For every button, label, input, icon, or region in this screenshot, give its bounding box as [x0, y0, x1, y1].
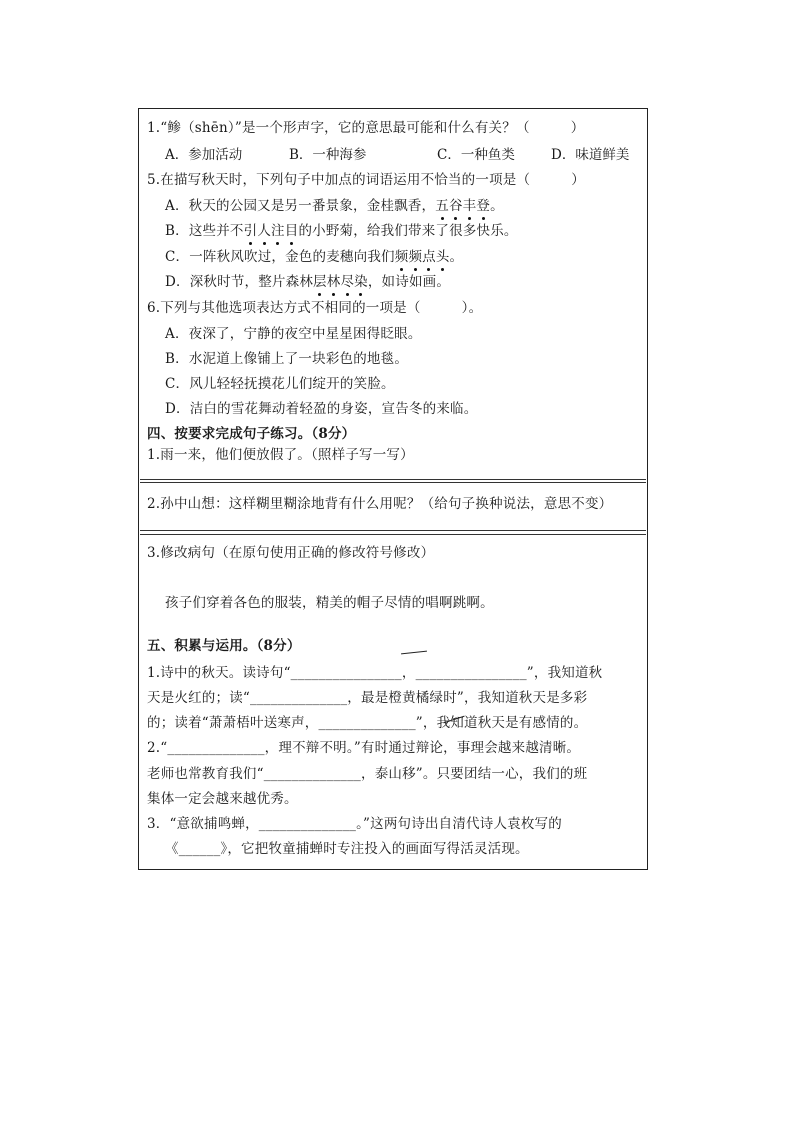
dotted-char: 林: [326, 274, 341, 290]
dotted-char: 头: [435, 249, 450, 265]
answer-line: [140, 479, 646, 483]
q5-c-end: 。: [449, 249, 464, 265]
section-5-title: 五、积累与运用。（8分）: [147, 638, 301, 654]
sec4-q3: 3.修改病句（在原句使用正确的修改符号修改）: [147, 545, 435, 561]
sec5-line-3: 的；读着“萧萧梧叶送寒声，______________”，我知道秋天是有感情的。: [147, 715, 588, 731]
dotted-char: 人: [257, 223, 272, 239]
sec5-line-1: 1.诗中的秋天。读诗句“________________，________________”，我知道秋: [147, 665, 603, 681]
q6-stem: 6.下列与其他选项表达方式不相同的一项是（ ）。: [147, 300, 483, 316]
dotted-char: 点: [422, 249, 436, 265]
q4-stem: 1.“鲹（shēn）”是一个形声字，它的意思最可能和什么有关？（ ）: [147, 120, 585, 136]
sec4-q3-sentence: 孩子们穿着各色的服装，精美的帽子尽情的唱啊跳啊。: [165, 595, 494, 611]
dotted-char: 注: [271, 223, 285, 239]
dotted-char: 层: [313, 274, 327, 290]
dotted-char: 引: [243, 223, 258, 239]
dotted-char: 目: [284, 223, 299, 239]
dotted-char: 频: [408, 249, 423, 265]
section-4-title: 四、按要求完成句子练习。（8分）: [147, 426, 356, 442]
q6-option-d: D．洁白的雪花舞动着轻盈的身姿，宣告冬的来临。: [165, 401, 478, 417]
q4-option-d: D．味道鲜美: [551, 147, 630, 163]
q4-option-c: C．一种鱼类: [437, 147, 515, 163]
q5-stem: 5.在描写秋天时，下列句子中加点的词语运用不恰当的一项是（ ）: [147, 172, 585, 188]
q4-option-b: B．一种海参: [289, 147, 367, 163]
sec5-line-7: 3．“意欲捕鸣蝉，______________。”这两句诗出自清代诗人袁枚写的: [147, 816, 562, 832]
dotted-char: 频: [394, 249, 409, 265]
sec5-line-6: 集体一定会越来越优秀。: [147, 791, 298, 807]
sec5-line-4: 2.“______________，理不辩不明。”有时通过辩论，事理会越来越清晰。: [147, 740, 581, 756]
sec5-line-5: 老师也常教育我们“______________，泰山移”。只要团结一心，我们的班: [147, 766, 588, 782]
sec5-line-8: 《______》，它把牧童捕蝉时专注投入的画面写得活灵活现。: [165, 841, 529, 857]
q5-option-d: [165, 273, 450, 291]
q6-option-b: B．水泥道上像铺上了一块彩色的地毯。: [165, 351, 409, 367]
q5-option-b: [165, 222, 518, 240]
dotted-char: 尽: [340, 274, 355, 290]
q6-option-c: C．风儿轻轻抚摸花儿们绽开的笑脸。: [165, 376, 395, 392]
q5-a-end: 。: [490, 198, 504, 214]
q4-option-a: A．参加活动: [165, 147, 243, 163]
q5-d-end: ，如诗如画。: [367, 274, 451, 290]
q6-option-a: A．夜深了，宁静的夜空中星星困得眨眼。: [165, 326, 422, 342]
sec5-line-2: 天是火红的；读“______________，最是橙黄橘绿时”，我知道秋天是多彩: [147, 690, 588, 706]
dotted-char: 登: [476, 198, 491, 214]
q5-b-end: 的小野菊，给我们带来了很多快乐。: [298, 223, 518, 239]
q5-option-a: [165, 197, 504, 215]
q5-b-text: B．这些并不: [165, 223, 244, 239]
dotted-char: 五: [435, 198, 449, 214]
dotted-char: 谷: [448, 198, 463, 214]
q5-option-c: [165, 248, 463, 266]
answer-line: [140, 530, 646, 531]
dotted-char: 染: [354, 274, 368, 290]
answer-line: [140, 534, 646, 535]
q5-d-text: D．深秋时节，整片森林: [165, 274, 314, 290]
exam-sheet: [138, 108, 648, 870]
sec4-q1: 1.雨一来，他们便放假了。（照样子写一写）: [147, 447, 414, 463]
pen-mark: [401, 651, 427, 655]
q5-a-text: A．秋天的公园又是另一番景象，金桂飘香，: [165, 198, 436, 214]
dotted-char: 丰: [462, 198, 477, 214]
sec4-q2: 2.孙中山想：这样糊里糊涂地背有什么用呢？（给句子换种说法，意思不变）: [147, 496, 613, 512]
q5-c-text: C．一阵秋风吹过，金色的麦穗向我们: [165, 249, 395, 265]
